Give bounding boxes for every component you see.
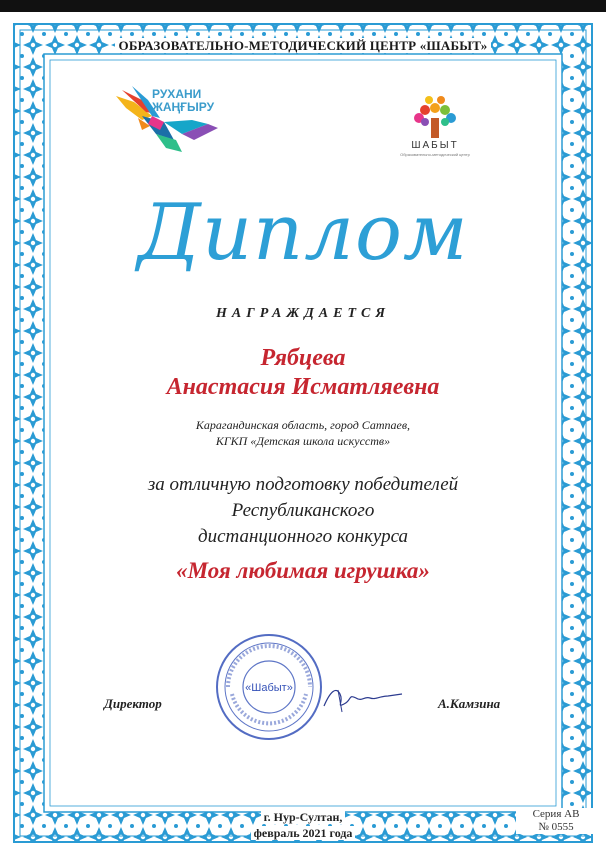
rukhani-line2: ЖАҢҒЫРУ <box>152 100 215 114</box>
header-title: ОБРАЗОВАТЕЛЬНО-МЕТОДИЧЕСКИЙ ЦЕНТР «ШАБЫТ» <box>0 38 606 54</box>
series-number-value: № 0555 <box>538 821 574 833</box>
recipient-given-names: Анастасия Исматляевна <box>166 374 440 400</box>
official-stamp <box>214 632 324 742</box>
signature-role: Директор <box>104 696 162 711</box>
award-reason-line-2: Республиканского <box>231 500 375 521</box>
director-signature <box>318 672 408 722</box>
issue-city: г. Нур-Султан, <box>0 810 606 825</box>
diploma-title: Диплом <box>137 188 469 278</box>
awarded-label: НАГРАЖДАЕТСЯ <box>216 306 390 321</box>
series-number <box>516 808 596 834</box>
recipient-surname: Рябцева <box>260 345 346 371</box>
issue-date: февраль 2021 года <box>0 826 606 841</box>
contest-name: «Моя любимая игрушка» <box>176 558 430 583</box>
signer-name: А.Камзина <box>438 696 501 711</box>
shabyt-wordmark: ШАБЫТ <box>411 140 459 151</box>
top-edge-bar <box>0 0 606 12</box>
stamp-center-text: «Шабыт» <box>245 682 293 694</box>
recipient-location: Карагандинская область, город Сатпаев, <box>195 418 411 432</box>
shabyt-subtitle: Образовательно-методический центр <box>400 152 470 157</box>
series-label: Серия АВ <box>532 808 580 820</box>
recipient-institution: КГКП «Детская школа искусств» <box>215 434 391 448</box>
rukhani-line1: РУХАНИ <box>152 87 202 101</box>
award-reason-line-1: за отличную подготовку победителей <box>147 474 459 495</box>
award-reason-line-3: дистанционного конкурса <box>197 526 409 547</box>
rukhani-zhangyru-wordmark <box>152 88 214 114</box>
